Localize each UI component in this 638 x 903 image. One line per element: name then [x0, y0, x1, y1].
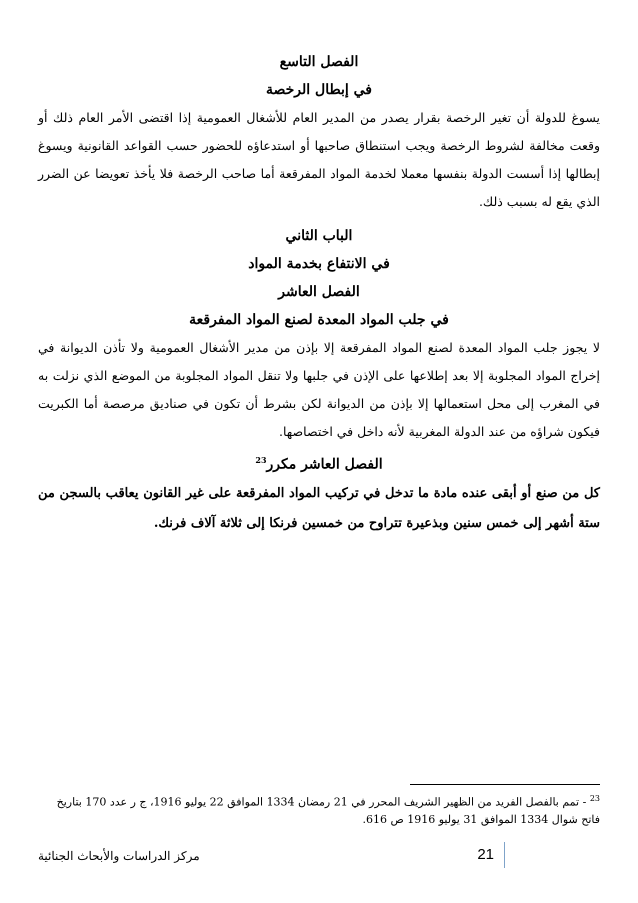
footnote-number: 23 [589, 794, 600, 803]
page-content [38, 0, 600, 903]
chapter9-title: الفصل التاسع [279, 54, 359, 70]
chapter9-paragraph: يسوغ للدولة أن تغير الرخصة بقرار يصدر من المدير العام للأشغال العمومية إذا اقتضى الأمر العام ذلك أو وقعت مخالفة لشروط الرخصة ويجب استنطاق صاحبها أو استدعاؤه للحضور حسب القواعد القانونية ويسوغ إبطالها إذا أسست الدولة بنفسها معملا لخدمة المواد المفرقعة أما صاحب الرخصة فلا يأخذ تعويضا عن الضرر الذي يقع له بسبب ذلك. [38, 110, 600, 209]
part2-subtitle: في الانتفاع بخدمة المواد [248, 256, 390, 272]
chapter10-title: الفصل العاشر [278, 284, 360, 300]
chapter9-subtitle: في إبطال الرخصة [266, 82, 372, 98]
chapter10-subtitle: في جلب المواد المعدة لصنع المواد المفرقعة [189, 312, 449, 328]
chapter10bis-title [38, 446, 600, 479]
footnote-text: - تمم بالفصل الفريد من الظهير الشريف المحرر في 21 رمضان 1334 الموافق 22 يوليو 1916، ج ر عدد 170 بتاريخ فاتح شوال 1334 الموافق 31 يوليو 1916 ص 616. [56, 795, 600, 826]
chapter10bis-title-text: الفصل العاشر مكرر [266, 456, 383, 473]
chapter10bis-paragraph: كل من صنع أو أبقى عنده مادة ما تدخل في تركيب المواد المفرقعة على غير القانون يعاقب بالسجن من ستة أشهر إلى خمس سنين وبذعيرة تتراوح من خمسين فرنكا إلى ثلاثة آلاف فرنك. [38, 485, 600, 531]
footer-publisher: مركز الدراسات والأبحاث الجنائية [38, 849, 200, 863]
page-footer [38, 842, 600, 868]
page-number: 21 [477, 842, 505, 868]
part2-title: الباب الثاني [285, 228, 353, 244]
footnote [38, 790, 600, 828]
footnote-divider [410, 784, 600, 785]
footnote-ref[interactable]: 23 [255, 455, 267, 465]
chapter10-paragraph: لا يجوز جلب المواد المعدة لصنع المواد المفرقعة إلا بإذن من مدير الأشغال العمومية ولا تأذن الديوانة في إخراج المواد المجلوبة إلا بعد إطلاعها على الإذن في جلبها ولا تنقل المواد المجلوبة من الموضع الذي نزلت به في المغرب إلى محل استعمالها إلا بإذن من الديوانة لكن بشرط أن تكون في صناديق مرصصة أما الكبريت فيكون شراؤه من عند الدولة المغربية لأنه داخل في اختصاصها. [38, 340, 600, 439]
